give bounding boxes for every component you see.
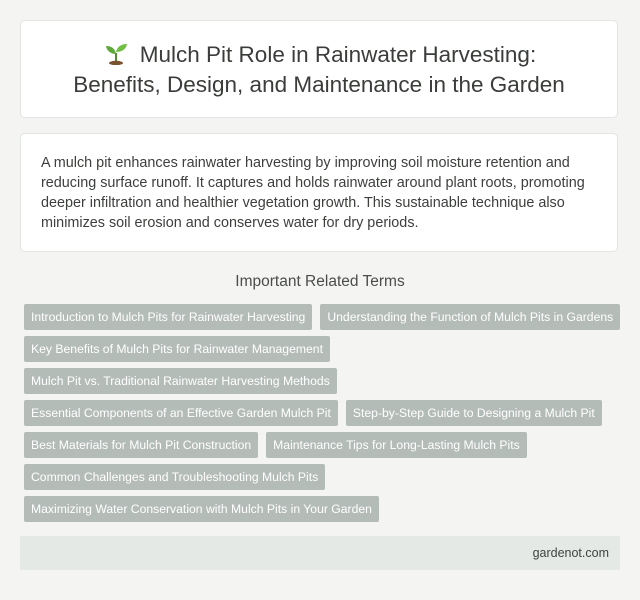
page-title — [73, 38, 565, 100]
tag-row — [20, 304, 620, 330]
related-term-tag[interactable]: Essential Components of an Effective Garden Mulch Pit — [24, 400, 338, 426]
related-term-tag[interactable]: Maintenance Tips for Long-Lasting Mulch Pits — [266, 432, 527, 458]
title-line-2: Benefits, Design, and Maintenance in the Garden — [73, 72, 565, 97]
footer — [20, 536, 620, 570]
related-term-tag[interactable]: Maximizing Water Conservation with Mulch Pits in Your Garden — [24, 496, 379, 522]
related-term-tag[interactable]: Common Challenges and Troubleshooting Mulch Pits — [24, 464, 325, 490]
related-term-tag[interactable]: Best Materials for Mulch Pit Construction — [24, 432, 258, 458]
title-line-1: Mulch Pit Role in Rainwater Harvesting: — [139, 42, 537, 67]
site-link[interactable]: gardenot.com — [532, 546, 609, 560]
related-term-tag[interactable]: Understanding the Function of Mulch Pits in Gardens — [320, 304, 620, 330]
tag-row — [20, 336, 620, 362]
tag-row — [20, 464, 620, 490]
summary-card — [20, 133, 618, 252]
tag-row — [20, 400, 620, 426]
related-terms-heading: Important Related Terms — [235, 273, 405, 290]
tag-row — [20, 496, 620, 522]
related-terms-list — [20, 304, 620, 528]
sprout-icon — [102, 41, 130, 65]
related-term-tag[interactable]: Introduction to Mulch Pits for Rainwater Harvesting — [24, 304, 312, 330]
related-term-tag[interactable]: Step-by-Step Guide to Designing a Mulch Pit — [346, 400, 602, 426]
tag-row — [20, 432, 620, 458]
related-term-tag[interactable]: Mulch Pit vs. Traditional Rainwater Harvesting Methods — [24, 368, 337, 394]
tag-row — [20, 368, 620, 394]
summary-text: A mulch pit enhances rainwater harvesting by improving soil moisture retention and reducing surface runoff. It captures and holds rainwater around plant roots, promoting deeper infiltration and healthier vegetation growth. This sustainable technique also minimizes soil erosion and conserves water for dry periods. — [41, 155, 585, 231]
title-card — [20, 20, 618, 118]
related-term-tag[interactable]: Key Benefits of Mulch Pits for Rainwater Management — [24, 336, 330, 362]
